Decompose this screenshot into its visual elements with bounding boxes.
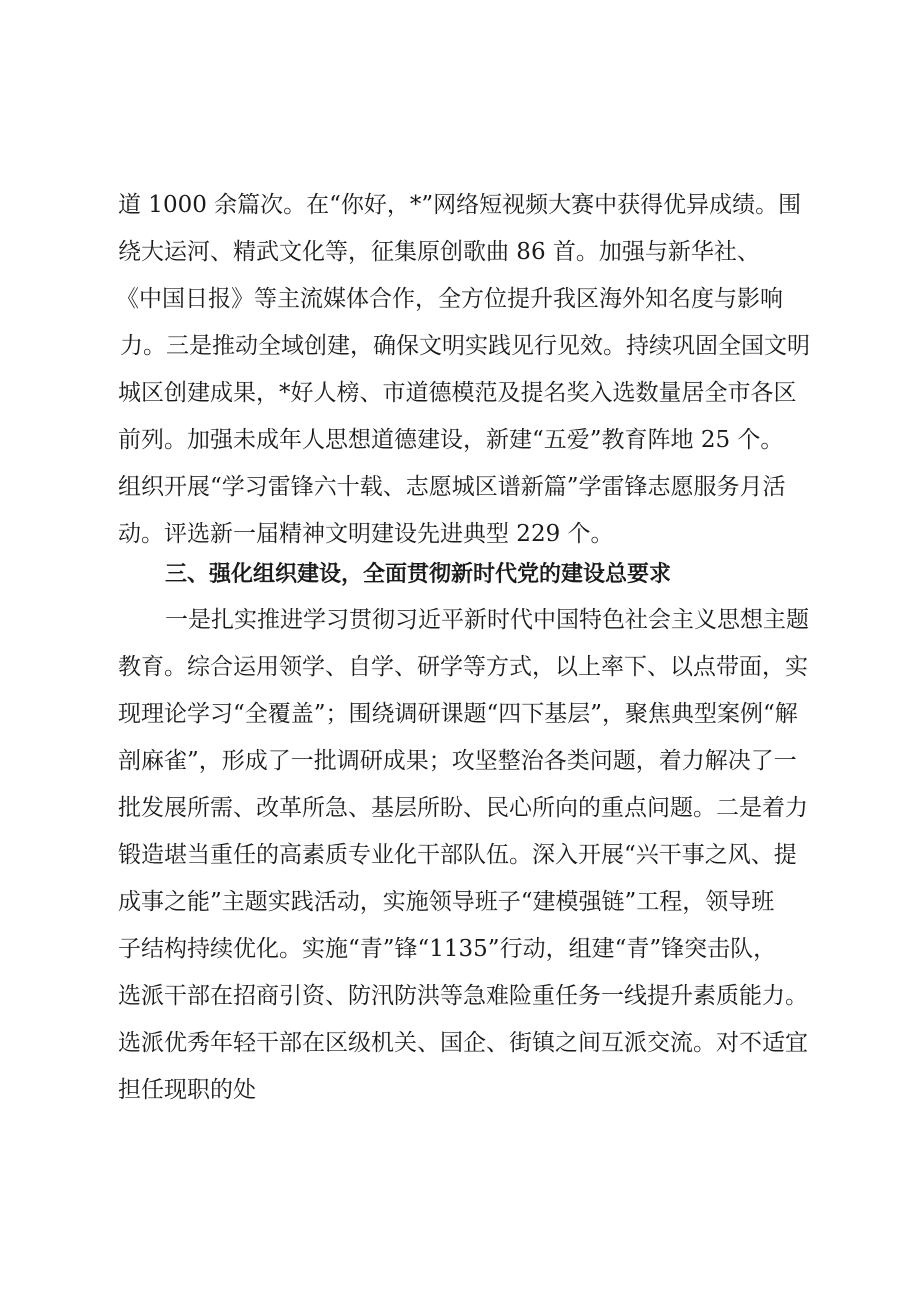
body-text-line: 前列。加强未成年人思想道德建设，新建“五爱”教育阵地 25 个。 bbox=[118, 427, 784, 453]
body-text-line: 绕大运河、精武文化等，征集原创歌曲 86 首。加强与新华社、 bbox=[118, 239, 760, 265]
body-text-line: 城区创建成果，*好人榜、市道德模范及提名奖入选数量居全市各区 bbox=[118, 380, 797, 406]
body-text-line: 选派优秀年轻干部在区级机关、国企、街镇之间互派交流。对不适宜 bbox=[118, 1030, 808, 1056]
section-heading: 三、强化组织建设，全面贯彻新时代党的建设总要求 bbox=[165, 562, 672, 587]
body-text-line: 选派干部在招商引资、防汛防洪等急难险重任务一线提升素质能力。 bbox=[118, 983, 808, 1009]
body-text-line: 力。三是推动全域创建，确保文明实践见行见效。持续巩固全国文明 bbox=[120, 333, 810, 359]
body-text-line: 一是扎实推进学习贯彻习近平新时代中国特色社会主义思想主题 bbox=[142, 607, 809, 633]
body-text-line: 道 1000 余篇次。在“你好，*”网络短视频大赛中获得优异成绩。围 bbox=[118, 192, 802, 218]
body-text-line: 锻造堪当重任的高素质专业化干部队伍。深入开展“兴干事之风、提 bbox=[118, 842, 797, 868]
body-text-line: 教育。综合运用领学、自学、研学等方式，以上率下、以点带面，实 bbox=[118, 654, 808, 680]
body-text-line: 担任现职的处 bbox=[118, 1077, 256, 1103]
body-text-line: 批发展所需、改革所急、基层所盼、民心所向的重点问题。二是着力 bbox=[118, 795, 808, 821]
body-text-line: 《中国日报》等主流媒体合作，全方位提升我区海外知名度与影响 bbox=[116, 286, 783, 312]
body-text-line: 组织开展“学习雷锋六十载、志愿城区谱新篇”学雷锋志愿服务月活 bbox=[118, 474, 786, 500]
body-text-line: 动。评选新一届精神文明建设先进典型 229 个。 bbox=[118, 521, 614, 547]
body-text-line: 子结构持续优化。实施“青”锋“1135”行动，组建“青”锋突击队， bbox=[118, 936, 777, 962]
body-text-line: 现理论学习“全覆盖”；围绕调研课题“四下基层”，聚焦典型案例“解 bbox=[118, 701, 798, 727]
body-text-line: 剖麻雀”，形成了一批调研成果；攻坚整治各类问题，着力解决了一 bbox=[118, 748, 797, 774]
body-text-line: 成事之能”主题实践活动，实施领导班子“建模强链”工程，领导班 bbox=[118, 889, 775, 915]
